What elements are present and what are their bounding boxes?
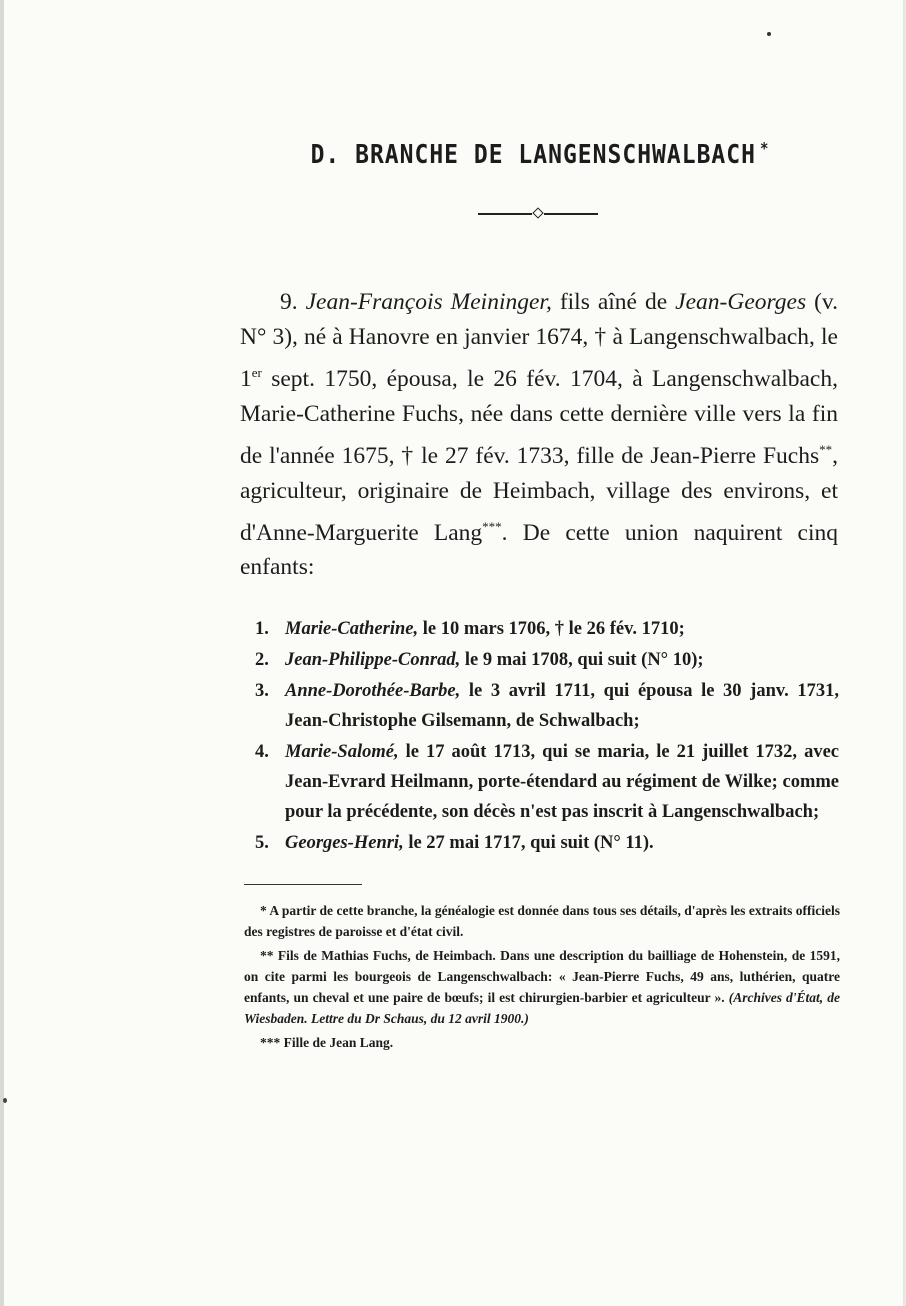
paragraph-text: , agriculteur, originaire de Heimbach, village des environs, et d'Anne-Marguerite Lang [240, 442, 838, 546]
main-paragraph [240, 285, 838, 585]
paragraph-text: . De cette union naquirent cinq enfants: [240, 519, 839, 581]
item-number: 2. [255, 650, 269, 670]
item-text: le 3 avril 1711, qui épousa le 30 janv. 1731, Jean-Christophe Gilsemann, de Schwalbach; [285, 681, 839, 731]
child-name: Georges-Henri, [285, 833, 404, 853]
footnote-3: *** Fille de Jean Lang. [260, 1035, 394, 1050]
child-name: Jean-Philippe-Conrad, [285, 650, 461, 670]
ordinal-suffix: er [251, 365, 262, 380]
father-name: Jean-Georges [675, 289, 807, 315]
footnote-marker: *** [482, 518, 502, 534]
scan-edge-left [0, 0, 4, 1306]
item-number: 1. [255, 619, 269, 639]
entry-number: 9. [280, 289, 298, 315]
footnote-source: (Archives d'État, de Wiesbaden. Lettre du Dr Schaus, du 12 avril 1900.) [244, 990, 840, 1026]
list-item [255, 676, 839, 736]
section-heading [240, 140, 840, 170]
footnotes [244, 900, 840, 1056]
footnote-2 [244, 945, 840, 1029]
list-item [255, 645, 839, 675]
item-number: 4. [255, 742, 269, 762]
paragraph-text: (v. N° 3), né à Hanovre en janvier 1674, † à Langenschwalbach, le 1 [240, 289, 839, 392]
footnote-text: ** Fils de Mathias Fuchs, de Heimbach. Dans une description du bailliage de Hohenstein, de 1591, on cite parmi les bourgeois de Langenschwalbach: « Jean-Pierre Fuchs, 49 ans, luthérien, quatre enfants, un cheval et une paire de bœufs; il est chirurgien-barbier et agriculteur ». [244, 948, 840, 1005]
person-name: Jean-François Meininger, [305, 289, 552, 315]
child-name: Marie-Catherine, [285, 619, 419, 639]
list-item [255, 737, 839, 827]
footnote-1: * A partir de cette branche, la généalogie est donnée dans tous ses détails, d'après les extraits officiels des registres de paroisse et d'état civil. [244, 903, 840, 939]
item-text: le 27 mai 1717, qui suit (N° 11). [403, 833, 654, 853]
item-text: le 17 août 1713, qui se maria, le 21 juillet 1732, avec Jean-Evrard Heilmann, porte-étendard au régiment de Wilke; comme pour la précédente, son décès n'est pas inscrit à Langenschwalbach; [285, 742, 839, 822]
item-text: le 9 mai 1708, qui suit (N° 10); [460, 650, 704, 670]
item-number: 5. [255, 833, 269, 853]
section-title: D. BRANCHE DE LANGENSCHWALBACH [310, 140, 756, 170]
child-name: Marie-Salomé, [285, 742, 399, 762]
footnote-marker: ** [819, 441, 833, 457]
list-item [255, 828, 839, 858]
list-item [255, 614, 839, 644]
divider-ornament [478, 206, 598, 222]
scan-speck [767, 32, 771, 36]
children-list [255, 614, 839, 859]
footnote-rule [244, 884, 362, 885]
paragraph-text: sept. 1750, épousa, le 26 fév. 1704, à Langenschwalbach, Marie-Catherine Fuchs, née dans cette dernière ville vers la fin de l'année 1675, † le 27 fév. 1733, fille de Jean-Pierre Fuchs [240, 365, 838, 469]
paragraph-text: fils aîné de [551, 289, 676, 315]
child-name: Anne-Dorothée-Barbe, [285, 681, 461, 701]
footnote-marker: * [759, 140, 770, 158]
item-number: 3. [255, 681, 269, 701]
scan-speck [3, 1098, 7, 1103]
item-text: le 10 mars 1706, † le 26 fév. 1710; [418, 619, 685, 639]
